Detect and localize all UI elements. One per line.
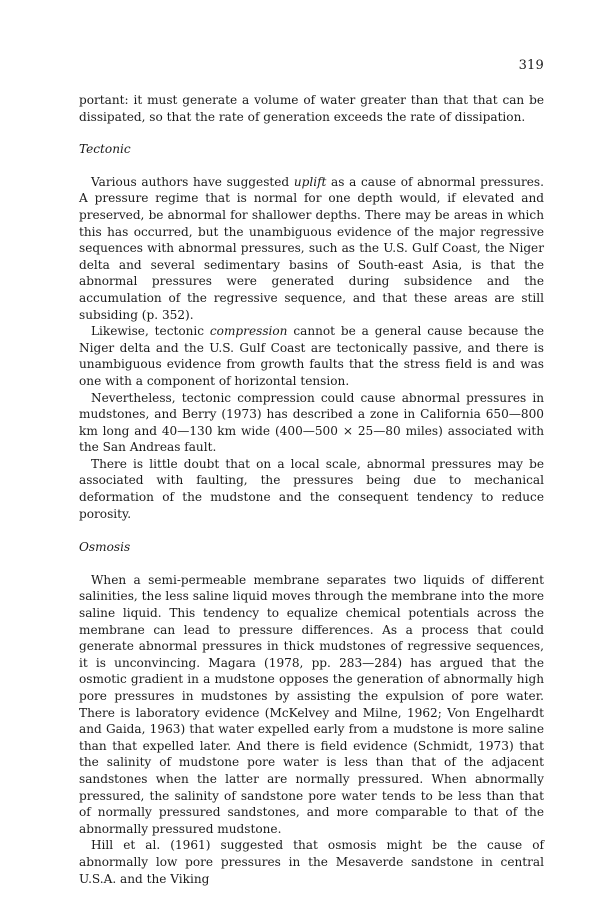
- paragraph-tectonic-compression: [79, 323, 544, 389]
- book-page: [79, 58, 544, 888]
- paragraph-tectonic-faulting: There is little doubt that on a local scale, abnormal pressures may be associated with faulting, the pressures being due to mechanical deformation of the mudstone and the consequent tendency to reduce porosity.: [79, 456, 544, 521]
- paragraph-osmosis-membrane: When a semi-permeable membrane separates two liquids of different salinities, the less saline liquid moves through the membrane into the more saline liquid. This tendency to equalize chemical potentials across the membrane can lead to pressure differences. As a process that could generate abnormal pressures in thick mudstones of regressive sequences, it is unconvincing. Magara (1978, pp. 283—284) has argued that the osmotic gradient in a mudstone opposes the generation of abnormally high pore pressures in mudstones by assisting the expulsion of pore water. There is laboratory evidence (McKelvey and Milne, 1962; Von Engelhardt and Gaida, 1963) that water expelled early from a mudstone is more saline than that expelled later. And there is field evidence (Schmidt, 1973) that the salinity of mudstone pore water is less than that of the adjacent sandstones when the latter are normally pressured. When abnormally pressured, the salinity of sandstone pore water tends to be less than that of normally pressured sandstones, and more comparable to that of the abnormally pressured mudstone.: [79, 572, 544, 836]
- page-number: 319: [518, 58, 544, 73]
- text-run: as a cause of abnormal pressures. A pressure regime that is normal for one depth would, if elevated and preserved, be abnormal for shallower depths. There may be areas in which this has occurred, but the unambiguous evidence of the major regressive sequences with abnormal pressures, such as the U.S. Gulf Coast, the Niger delta and several sedimentary basins of South-east Asia, is that the abnormal pressures were generated during subsidence and the accumulation of the regressive sequence, and that these areas are still subsiding (p. 352).: [79, 174, 544, 322]
- text-run: cannot be a general cause because the Niger delta and the U.S. Gulf Coast are tectonically passive, and there is unambiguous evidence from growth faults that the stress field is and was one with a component of horizontal tension.: [79, 324, 544, 388]
- paragraph-tectonic-san-andreas: Nevertheless, tectonic compression could cause abnormal pressures in mudstones, and Berry (1973) has described a zone in California 650—800 km long and 40—130 km wide (400—500 × 25—80 miles) associated with the San Andreas fault.: [79, 390, 544, 455]
- emphasis-compression: compression: [209, 324, 288, 339]
- section-heading-osmosis: Osmosis: [79, 540, 131, 555]
- paragraph-tectonic-uplift: [79, 174, 544, 323]
- text-run: Various authors have suggested: [91, 174, 294, 189]
- text-run: Likewise, tectonic: [91, 324, 210, 339]
- section-heading-tectonic: Tectonic: [79, 142, 131, 157]
- page-body: [79, 92, 544, 887]
- paragraph-continuation: portant: it must generate a volume of water greater than that that can be dissipated, so that the rate of generation exceeds the rate of dissipation.: [79, 93, 544, 124]
- emphasis-uplift: uplift: [293, 174, 327, 189]
- paragraph-osmosis-hill: Hill et al. (1961) suggested that osmosis might be the cause of abnormally low pore pressures in the Mesaverde sandstone in central U.S.A. and the Viking: [79, 838, 544, 886]
